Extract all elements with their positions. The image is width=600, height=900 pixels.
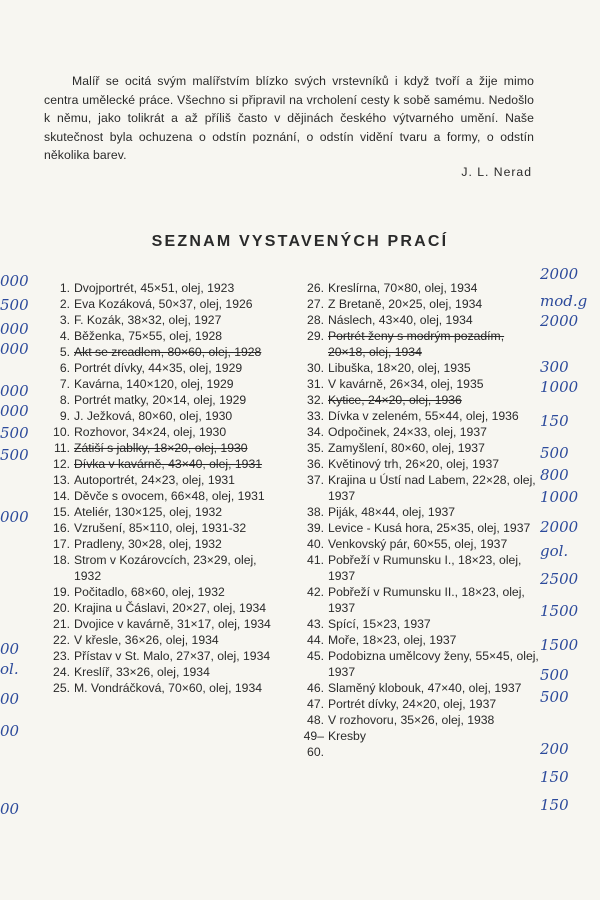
item-number: 43. <box>307 617 324 631</box>
item-number: 49–60. <box>303 729 324 759</box>
list-item <box>290 680 540 696</box>
item-number: 4. <box>59 329 70 343</box>
list-item <box>36 424 276 440</box>
item-number: 39. <box>307 521 324 535</box>
list-item <box>36 536 276 552</box>
list-item <box>290 632 540 648</box>
list-item <box>290 712 540 728</box>
item-number: 3. <box>59 313 70 327</box>
list-item <box>36 648 276 664</box>
list-item <box>36 456 276 472</box>
item-number: 48. <box>307 713 324 727</box>
item-text: Vzrušení, 85×110, olej, 1931-32 <box>74 521 247 535</box>
handwritten-note: 300 <box>540 358 569 376</box>
item-text: Portrét ženy s modrým pozadím, 20×18, olej, 1934 <box>328 329 505 359</box>
list-item <box>36 552 276 584</box>
item-number: 16. <box>53 521 70 535</box>
handwritten-note: 00 <box>0 722 20 740</box>
item-number: 13. <box>53 473 70 487</box>
item-text: Autoportrét, 24×23, olej, 1931 <box>74 473 235 487</box>
list-item <box>36 664 276 680</box>
list-item <box>36 680 276 696</box>
item-text: V rozhovoru, 35×26, olej, 1938 <box>328 713 495 727</box>
handwritten-note: 1000 <box>540 488 579 506</box>
item-text: V kavárně, 26×34, olej, 1935 <box>328 377 484 391</box>
list-item <box>36 632 276 648</box>
item-text: Venkovský pár, 60×55, olej, 1937 <box>328 537 508 551</box>
item-text: Portrét matky, 20×14, olej, 1929 <box>74 393 247 407</box>
item-text: Moře, 18×23, olej, 1937 <box>328 633 457 647</box>
item-text: Eva Kozáková, 50×37, olej, 1926 <box>74 297 253 311</box>
item-text: Z Bretaně, 20×25, olej, 1934 <box>328 297 483 311</box>
handwritten-note: 150 <box>540 412 569 430</box>
item-text: Kytice, 24×20, olej, 1936 <box>328 393 462 407</box>
item-number: 34. <box>307 425 324 439</box>
item-number: 10. <box>53 425 70 439</box>
item-text: Spící, 15×23, 1937 <box>328 617 431 631</box>
list-item <box>36 488 276 504</box>
item-text: J. Ježková, 80×60, olej, 1930 <box>74 409 233 423</box>
handwritten-note: 00 <box>0 690 20 708</box>
exhibit-list-right <box>290 280 540 760</box>
item-text: Náslech, 43×40, olej, 1934 <box>328 313 473 327</box>
item-number: 14. <box>53 489 70 503</box>
handwritten-note: 1000 <box>540 378 579 396</box>
item-text: Kreslírna, 70×80, olej, 1934 <box>328 281 478 295</box>
list-item <box>290 456 540 472</box>
item-number: 29. <box>307 329 324 343</box>
list-item <box>290 696 540 712</box>
item-text: V křesle, 36×26, olej, 1934 <box>74 633 219 647</box>
item-text: Dvojportrét, 45×51, olej, 1923 <box>74 281 235 295</box>
item-number: 38. <box>307 505 324 519</box>
item-text: Počitadlo, 68×60, olej, 1932 <box>74 585 225 599</box>
handwritten-note: 500 <box>540 666 569 684</box>
item-number: 40. <box>307 537 324 551</box>
list-item <box>36 344 276 360</box>
list-item <box>290 280 540 296</box>
item-text: Libuška, 18×20, olej, 1935 <box>328 361 471 375</box>
item-number: 12. <box>53 457 70 471</box>
item-number: 33. <box>307 409 324 423</box>
item-number: 45. <box>307 649 324 663</box>
item-text: Podobizna umělcovy ženy, 55×45, olej, 1937 <box>328 649 539 679</box>
item-number: 21. <box>53 617 70 631</box>
item-number: 22. <box>53 633 70 647</box>
item-number: 46. <box>307 681 324 695</box>
handwritten-note: ol. <box>0 660 19 678</box>
list-item <box>36 328 276 344</box>
list-item <box>290 296 540 312</box>
item-number: 1. <box>59 281 70 295</box>
item-number: 41. <box>307 553 324 567</box>
list-item <box>290 616 540 632</box>
handwritten-note: 800 <box>540 466 569 484</box>
item-number: 42. <box>307 585 324 599</box>
handwritten-note: 1500 <box>540 636 579 654</box>
handwritten-note: 150 <box>540 796 569 814</box>
list-item <box>290 552 540 584</box>
item-text: Portrét dívky, 24×20, olej, 1937 <box>328 697 497 711</box>
handwritten-note: 500 <box>0 446 29 464</box>
item-number: 26. <box>307 281 324 295</box>
list-item <box>290 376 540 392</box>
list-item <box>36 408 276 424</box>
handwritten-note: 200 <box>540 740 569 758</box>
item-text: Běženka, 75×55, olej, 1928 <box>74 329 223 343</box>
list-item <box>36 376 276 392</box>
item-number: 20. <box>53 601 70 615</box>
item-number: 36. <box>307 457 324 471</box>
handwritten-note: mod.g <box>540 292 588 310</box>
list-item <box>290 424 540 440</box>
item-text: Rozhovor, 34×24, olej, 1930 <box>74 425 227 439</box>
item-number: 24. <box>53 665 70 679</box>
item-text: Odpočinek, 24×33, olej, 1937 <box>328 425 487 439</box>
handwritten-note: 500 <box>0 424 29 442</box>
item-text: Dvojice v kavárně, 31×17, olej, 1934 <box>74 617 271 631</box>
item-number: 30. <box>307 361 324 375</box>
intro-section <box>44 72 534 165</box>
item-number: 27. <box>307 297 324 311</box>
handwritten-note: 2500 <box>540 570 579 588</box>
list-item <box>290 440 540 456</box>
item-text: Krajina u Ústí nad Labem, 22×28, olej, 1937 <box>328 473 536 503</box>
item-number: 6. <box>59 361 70 375</box>
list-item <box>36 280 276 296</box>
list-item <box>290 648 540 680</box>
list-item <box>36 616 276 632</box>
item-text: F. Kozák, 38×32, olej, 1927 <box>74 313 222 327</box>
item-text: Děvče s ovocem, 66×48, olej, 1931 <box>74 489 265 503</box>
item-text: Kresby <box>328 729 366 743</box>
intro-paragraph: Malíř se ocitá svým malířstvím blízko svých vrstevníků i když tvoří a žije mimo centra umělecké práce. Všechno si připravil na vrcholení cesty k sobě samému. Nedošlo k němu, jako tolikrát a až příliš často v dějinách českého výtvarného umění. Naše skutečnost byla ochuzena o odstín poznání, o odstín vidění tvaru a formy, o odstín několika barev. <box>44 74 534 163</box>
item-number: 28. <box>307 313 324 327</box>
item-text: Levice - Kusá hora, 25×35, olej, 1937 <box>328 521 531 535</box>
item-text: Přístav v St. Malo, 27×37, olej, 1934 <box>74 649 271 663</box>
item-text: Pradleny, 30×28, olej, 1932 <box>74 537 222 551</box>
handwritten-note: 000 <box>0 320 29 338</box>
handwritten-note: gol. <box>540 542 569 560</box>
item-text: Portrét dívky, 44×35, olej, 1929 <box>74 361 243 375</box>
item-text: Ateliér, 130×125, olej, 1932 <box>74 505 223 519</box>
item-text: Akt se zrcadlem, 80×60, olej, 1928 <box>74 345 262 359</box>
handwritten-note: 00 <box>0 800 20 818</box>
list-item <box>290 728 540 760</box>
item-number: 7. <box>59 377 70 391</box>
item-text: Dívka v zeleném, 55×44, olej, 1936 <box>328 409 519 423</box>
item-number: 2. <box>59 297 70 311</box>
item-text: Kavárna, 140×120, olej, 1929 <box>74 377 234 391</box>
exhibit-list-left <box>36 280 276 696</box>
list-item <box>290 328 540 360</box>
list-item <box>36 520 276 536</box>
item-text: Pobřeží v Rumunsku II., 18×23, olej, 1937 <box>328 585 525 615</box>
list-item <box>290 504 540 520</box>
item-text: Zátiší s jablky, 18×20, olej, 1930 <box>74 441 248 455</box>
item-number: 35. <box>307 441 324 455</box>
handwritten-note: 150 <box>540 768 569 786</box>
list-item <box>290 520 540 536</box>
item-number: 44. <box>307 633 324 647</box>
page-title: SEZNAM VYSTAVENÝCH PRACÍ <box>151 233 449 250</box>
list-item <box>36 392 276 408</box>
item-number: 47. <box>307 697 324 711</box>
list-item <box>36 584 276 600</box>
list-item <box>36 296 276 312</box>
item-number: 15. <box>53 505 70 519</box>
item-text: Piják, 48×44, olej, 1937 <box>328 505 456 519</box>
handwritten-note: 000 <box>0 402 29 420</box>
item-number: 31. <box>307 377 324 391</box>
item-number: 32. <box>307 393 324 407</box>
handwritten-note: 000 <box>0 272 29 290</box>
handwritten-note: 00 <box>0 640 20 658</box>
item-number: 17. <box>53 537 70 551</box>
handwritten-note: 2000 <box>540 265 579 283</box>
item-text: Strom v Kozárovcích, 23×29, olej, 1932 <box>74 553 257 583</box>
item-number: 25. <box>53 681 70 695</box>
item-number: 8. <box>59 393 70 407</box>
list-item <box>36 312 276 328</box>
item-text: Dívka v kavárně, 43×40, olej, 1931 <box>74 457 263 471</box>
item-text: Zamyšlení, 80×60, olej, 1937 <box>328 441 485 455</box>
handwritten-note: 000 <box>0 382 29 400</box>
list-item <box>36 600 276 616</box>
list-item <box>36 472 276 488</box>
item-number: 23. <box>53 649 70 663</box>
item-number: 9. <box>59 409 70 423</box>
list-item <box>290 536 540 552</box>
item-number: 5. <box>59 345 70 359</box>
list-item <box>290 360 540 376</box>
list-item <box>36 504 276 520</box>
item-text: Slaměný klobouk, 47×40, olej, 1937 <box>328 681 522 695</box>
list-item <box>36 360 276 376</box>
handwritten-note: 500 <box>0 296 29 314</box>
list-item <box>290 408 540 424</box>
handwritten-note: 1500 <box>540 602 579 620</box>
author-signature: J. L. Nerad <box>461 165 532 179</box>
handwritten-note: 000 <box>0 340 29 358</box>
item-text: Pobřeží v Rumunsku I., 18×23, olej, 1937 <box>328 553 522 583</box>
item-number: 18. <box>53 553 70 567</box>
list-item <box>36 440 276 456</box>
item-text: Květinový trh, 26×20, olej, 1937 <box>328 457 500 471</box>
item-number: 19. <box>53 585 70 599</box>
list-item <box>290 312 540 328</box>
item-text: Krajina u Čáslavi, 20×27, olej, 1934 <box>74 601 267 615</box>
item-text: Kreslíř, 33×26, olej, 1934 <box>74 665 210 679</box>
list-item <box>290 392 540 408</box>
handwritten-note: 500 <box>540 444 569 462</box>
item-number: 11. <box>53 441 70 455</box>
handwritten-note: 2000 <box>540 518 579 536</box>
handwritten-note: 500 <box>540 688 569 706</box>
handwritten-note: 000 <box>0 508 29 526</box>
item-number: 37. <box>307 473 324 487</box>
handwritten-note: 2000 <box>540 312 579 330</box>
list-item <box>290 584 540 616</box>
list-item <box>290 472 540 504</box>
item-text: M. Vondráčková, 70×60, olej, 1934 <box>74 681 263 695</box>
